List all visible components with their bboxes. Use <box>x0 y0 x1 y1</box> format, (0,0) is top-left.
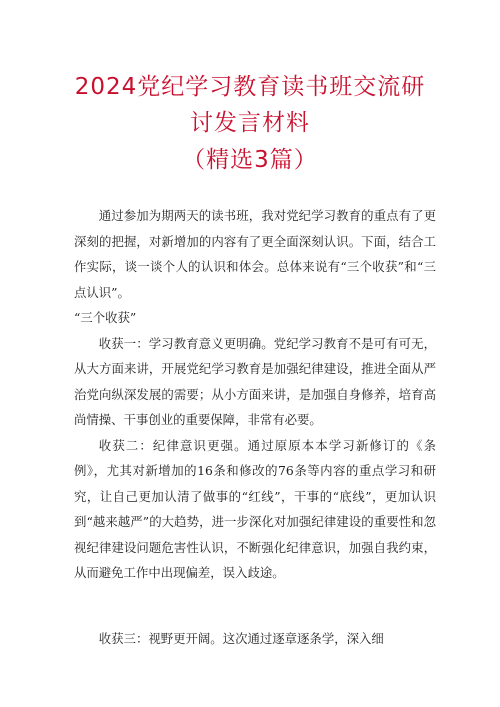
paragraph-gain-one: 收获一：学习教育意义更明确。党纪学习教育不是可有可无，从大方面来讲，开展党纪学习教育是加强纪律建设，推进全面从严治党向纵深发展的需要；从小方面来讲，是加强自身修养，培育高尚情操、干事创业的重要保障，非常有必要。 <box>74 335 436 427</box>
document-title-line-2: 讨发言材料 <box>190 110 310 136</box>
document-title-line-3: （精选3篇） <box>182 147 318 173</box>
paragraph-intro: 通过参加为期两天的读书班，我对党纪学习教育的重点有了更深刻的把握，对新增加的内容有了更全面深刻认识。下面，结合工作实际，谈一谈个人的认识和体会。总体来说有“三个收获”和“三点认识”。 <box>74 208 436 300</box>
paragraph-gain-three: 收获三：视野更开阔。这次通过逐章逐条学，深入细 <box>98 631 384 646</box>
document-body <box>74 203 436 586</box>
section-heading-three-gains: “三个收获” <box>74 310 137 325</box>
paragraph-gain-two: 收获二：纪律意识更强。通过原原本本学习新修订的《条例》，尤其对新增加的16条和修改的76条等内容的重点学习和研究，让自己更加认清了做事的“红线”，干事的“底线”，更加认识到“越来越严”的大趋势，进一步深化对加强纪律建设的重要性和忽视纪律建设问题危害性认识，不断强化纪律意识，加强自我约束，从而避免工作中出现偏差，误入歧途。 <box>74 437 436 580</box>
document-body-continued <box>74 626 436 652</box>
document-title-line-1: 2024党纪学习教育读书班交流研 <box>74 74 426 100</box>
